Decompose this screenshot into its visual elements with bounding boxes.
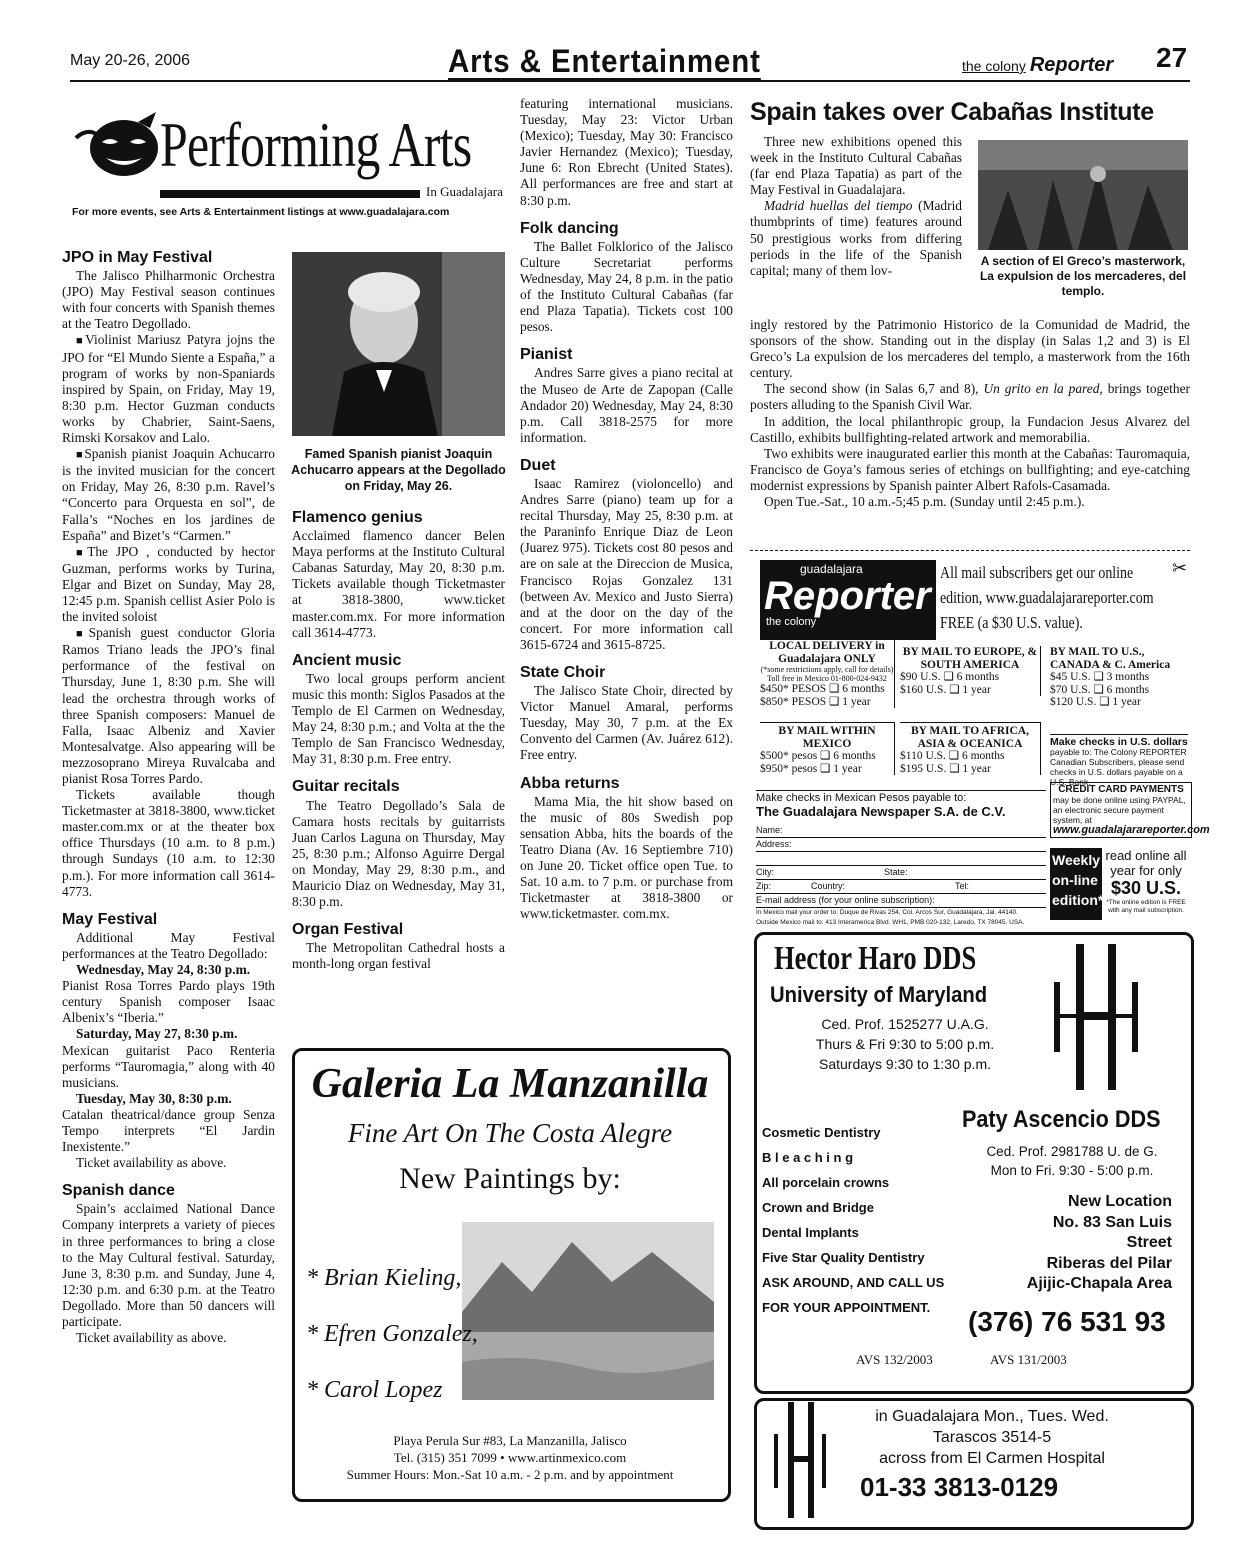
galeria-contact[interactable]: Tel. (315) 351 7099 • www.artinmexico.com [393, 1450, 627, 1465]
europe-rates [900, 646, 1041, 696]
paragraph: Ticket availability as above. [76, 1155, 227, 1171]
hh-monogram-icon [1046, 942, 1146, 1092]
mail-outside: Outside Mexico mail to: 413 Interamerica Blvd. WH1, PMB 020-132, Laredo, TX 78045. USA. [756, 919, 1025, 926]
galeria-artists [306, 1250, 478, 1418]
artist-name: * Efren Gonzalez, [306, 1321, 478, 1347]
zip-country-tel-field[interactable] [756, 880, 1046, 894]
asia-rate-1yr[interactable]: $195 U.S. ❑ 1 year [900, 762, 991, 775]
hh-cedula: Ced. Prof. 1525277 U.A.G. [821, 1016, 989, 1032]
paragraph: Tickets available though Ticketmaster at 3818-3800, www.ticket master.com.mx or at the theater box office Thursdays (10 a.m. to 8 p.m.) through Sundays (10 a.m. to 12:30 p.m.). For more information call 3614-4773. [62, 787, 275, 899]
mexico-title: BY MAIL WITHIN MEXICO [778, 725, 876, 750]
peso-payee: The Guadalajara Newspaper S.A. de C.V. [756, 804, 1006, 819]
section-title: Arts & Entertainment [448, 44, 761, 82]
gdl-line: Tarascos 3514-5 [932, 1429, 1052, 1446]
paragraph: Isaac Ramirez (violoncello) and Andres Sarre (piano) team up for a recital Thursday, May 25, 8:30 p.m. at the Paraninfo Enrique Diaz de Leon (Juarez 975). Tickets cost 80 pesos and are on sale at the Direccion de Musica, Francisco Rojas Gonzalez 131 (between Av. Mexico and Justo Sierra) and at the door on the day of the concert. For more information call 3615-6724 and 3615-8725. [520, 475, 733, 652]
city-label: City: [756, 867, 774, 877]
europe-rate-6mo[interactable]: $90 U.S. ❑ 6 months [900, 671, 1000, 683]
local-title: LOCAL DELIVERY in Guadalajara ONLY [769, 640, 885, 665]
gdl-line: across from El Carmen Hospital [879, 1450, 1105, 1467]
hector-haro-name: Hector Haro DDS [774, 940, 977, 977]
scissors-icon: ✂ [1172, 558, 1188, 578]
paragraph [62, 1091, 275, 1107]
paragraph: Three new exhibitions opened this week in the Instituto Cultural Cabañas (far end Plaza Tapatia) as part of the May Festival in Guadalajara. [750, 134, 962, 198]
hh-monogram-small-icon [770, 1400, 830, 1520]
weekly-note: *The online edition is FREE with any mail subscription. [1106, 899, 1186, 914]
paragraph [62, 962, 275, 978]
mexico-rate-1yr[interactable]: $950* pesos ❑ 1 year [760, 762, 862, 775]
service-item: Dental Implants [762, 1225, 859, 1240]
galeria-new-paintings: New Paintings by: [399, 1162, 621, 1195]
europe-rate-1yr[interactable]: $160 U.S. ❑ 1 year [900, 683, 991, 696]
painting-illustration [978, 140, 1188, 250]
spain-body-bottom [750, 317, 1190, 510]
asia-rate-6mo[interactable]: $110 U.S. ❑ 6 months [900, 750, 1005, 762]
mail-mexico: In Mexico mail your order to: Duque de Rivas 254, Col. Arcos Sur, Guadalajara, Jal. 44140. [756, 909, 1018, 916]
address-line-2[interactable] [756, 852, 1046, 866]
us-rate-1yr[interactable]: $120 U.S. ❑ 1 year [1050, 696, 1141, 708]
performing-arts-title: Performing Arts [160, 109, 472, 180]
cc-title: CREDIT CARD PAYMENTS [1058, 784, 1184, 795]
exhibit-title: Madrid huellas del tiempo [764, 198, 913, 214]
avs-number-2: AVS 131/2003 [990, 1352, 1067, 1367]
usd-title: Make checks in U.S. dollars [1050, 736, 1188, 748]
paragraph: ingly restored by the Patrimonio Historico de la Comunidad de Madrid, the sponsors of the show. Standing out in the display (in Salas 1,2 and 3) is El Greco’s La expulsion de los mercaderes del templo, a masterwork from the 16th century. [750, 317, 1190, 381]
issue-date: May 20-26, 2006 [70, 52, 191, 69]
page-number: 27 [1156, 42, 1188, 73]
paragraph [750, 198, 962, 278]
heading-spanish-dance: Spanish dance [62, 1182, 175, 1200]
date-label: Tuesday, May 30, 8:30 p.m. [76, 1090, 232, 1106]
paragraph: The Jalisco Philharmonic Orchestra (JPO) May Festival season continues with four concerts with Spanish themes at the Teatro Degollado. [62, 268, 275, 332]
ajijic-phone[interactable]: (376) 76 531 93 [968, 1306, 1166, 1337]
asia-title: BY MAIL TO AFRICA, ASIA & OCEANICA [910, 725, 1029, 750]
tel-label: Tel: [955, 881, 970, 891]
artist-name: * Carol Lopez [306, 1377, 443, 1403]
pa-cedula: Ced. Prof. 2981788 U. de G. [986, 1144, 1158, 1159]
name-label: Name: [756, 825, 783, 835]
cc-url[interactable]: www.guadalajarareporter.com [1053, 824, 1210, 836]
mexico-rate-6mo[interactable]: $500* pesos ❑ 6 months [760, 750, 876, 762]
paragraph-text: Spanish guest conductor Gloria Ramos Triano leads the JPO’s final performance of the festival on Thursday, June 1, 8:30 p.m. She will lead the orchestra through works of three Spanish composers: Manuel de Falla, Isaac Albeniz and Xavier Montesalvatge. Also appearing will be mezzosoprano Mireya Ruvalcaba and pianist Rosa Torres Pardo. [62, 625, 275, 786]
heading-organ: Organ Festival [292, 921, 404, 939]
mexico-rates [760, 722, 895, 775]
paragraph: Andres Sarre gives a piano recital at the Museo de Arte de Zapopan (Calle Andador 20) Wednesday, May 24, 8:30 p.m. Call 3818-2575 for more information. [520, 365, 733, 445]
hector-haro-university: University of Maryland [770, 982, 988, 1007]
galeria-painting-image [462, 1222, 714, 1400]
weekly-badge: Weekly on-line edition* [1050, 848, 1102, 920]
paragraph: featuring international musicians. Tuesday, May 23: Victor Urban (Mexico); Tuesday, May 30: Francisco Javier Hernandez (Mexico); Tuesday, June 6: Ron Ebrecht (United States). All performances are free and start at 8:30 p.m. [520, 96, 733, 208]
paragraph: The Metropolitan Cathedral hosts a month-long organ festival [292, 940, 505, 972]
paragraph: The Jalisco State Choir, directed by Victor Manuel Amaral, performs Tuesday, May 30, 7 p.m. at the Ex Convento del Carmen (Av. Juárez 612). Free entry. [520, 683, 733, 763]
hh-hours-1: Thurs & Fri 9:30 to 5:00 p.m. [815, 1036, 995, 1052]
us-title: BY MAIL TO U.S., CANADA & C. America [1050, 646, 1171, 671]
pa-hours: Mon to Fri. 9:30 - 5:00 p.m. [990, 1163, 1154, 1178]
heading-flamenco: Flamenco genius [292, 509, 423, 526]
peso-title: Make checks in Mexican Pesos payable to: [756, 792, 967, 804]
heading-ancient-music: Ancient music [292, 651, 402, 669]
paragraph: Pianist Rosa Torres Pardo plays 19th century Spanish composer Isaac Albenix’s “Iberia.” [62, 978, 275, 1026]
paragraph [62, 1026, 275, 1042]
heading-duet: Duet [520, 456, 556, 474]
paragraph: In addition, the local philanthropic group, la Fundacion Jesus Alvarez del Castillo, exhibits bullfighting-related artwork and memorabilia. [750, 413, 1190, 445]
banner-bar [160, 190, 420, 198]
paragraph-text: Violinist Mariusz Patyra jojns the JPO for “El Mundo Siente a España,” a program of works by non-Spaniards inspired by Spain, on Friday, May 19, 8:30 p.m. Hector Guzman conducts works by Chabrier, Saint-Saens, Rimski Korsakov and Lalo. [62, 332, 275, 446]
us-rate-3mo[interactable]: $45 U.S. ❑ 3 months [1050, 671, 1150, 683]
asia-rates [900, 722, 1041, 775]
heading-pianist: Pianist [520, 346, 573, 364]
local-rate-6mo[interactable]: $450* PESOS ❑ 6 months [760, 683, 885, 695]
service-item: All porcelain crowns [762, 1175, 890, 1190]
country-label: Country: [811, 881, 846, 891]
paty-ascencio-info [972, 1142, 1172, 1180]
address-label: Address: [756, 839, 792, 849]
paper-prefix: the colony [962, 58, 1026, 74]
us-rates [1050, 646, 1190, 709]
state-label: State: [884, 867, 908, 877]
order-form [756, 824, 1046, 928]
online-offer: All mail subscribers get our online edition, www.guadalajarareporter.com FREE (a $30 U.S. value). [940, 563, 1154, 632]
paragraph-text: (Madrid thumbprints of time) features around 50 prestigious works from differing periods in the life of the Spanish capital; many of them lov- [750, 198, 962, 278]
column-3 [520, 96, 733, 922]
location-line: Riberas del Pilar [1046, 1254, 1172, 1272]
heading-jpo: JPO in May Festival [62, 249, 213, 266]
paragraph: Two exhibits were inaugurated earlier this month at the Cabañas: Tauromaquia, Francisco de Goya’s famous series of etchings on bullfighting; and eye-catching modernist expressions by Spanish painter Albert Rafols-Casamada. [750, 445, 1190, 493]
heading-state-choir: State Choir [520, 664, 606, 681]
paper-name [962, 54, 1113, 77]
galeria-footer [300, 1432, 720, 1483]
hector-haro-info [770, 1014, 1040, 1074]
guadalajara-office-info [842, 1406, 1142, 1469]
el-greco-caption: A section of El Greco’s masterwork, La expulsion de los mercaderes, del templo. [979, 254, 1187, 298]
guadalajara-phone[interactable]: 01-33 3813-0129 [860, 1472, 1059, 1502]
service-item: Five Star Quality Dentistry [762, 1250, 925, 1265]
service-item: Cosmetic Dentistry [762, 1125, 881, 1140]
paragraph-text: The second show (in Salas 6,7 and 8), [764, 381, 984, 397]
hh-hours-2: Saturdays 9:30 to 1:30 p.m. [819, 1056, 991, 1072]
paragraph-text: Spanish pianist Joaquin Achucarro is the invited musician for the concert on Friday, May 26, 8:30 p.m. Ravel’s “Concerto para Orquesta en sol”, de Falla’s “Noches en los jardines de España” and Bizet’s “Carmen.” [62, 446, 275, 543]
heading-abba: Abba returns [520, 774, 620, 792]
city-state-field[interactable] [756, 866, 1046, 880]
theater-mask-icon [72, 108, 162, 184]
usd-note: payable to: The Colony REPORTER Canadian Subscribers, please send checks in U.S. dollars payable on a U.S. Bank. [1050, 747, 1187, 787]
spain-body-top [750, 134, 962, 279]
local-note: (*some restrictions apply, call for details) Toll free in Mexico 01-800-024-9432 [760, 665, 894, 683]
date-label: Wednesday, May 24, 8:30 p.m. [76, 962, 251, 978]
paragraph-text: brings together posters alluding to the Spanish Civil War. [750, 381, 1190, 413]
paragraph: Ticket availability as above. [76, 1330, 227, 1346]
paragraph: The Ballet Folklorico of the Jalisco Culture Secretariat performs Wednesday, May 24, 8 p.m. in the patio of the Instituto Cultural Cabañas (far end Plaza Tapatia). Tickets cost 100 pesos. [520, 238, 733, 335]
heading-may-festival: May Festival [62, 910, 158, 928]
new-location [1020, 1192, 1172, 1295]
paragraph: The Teatro Degollado’s Sala de Camara hosts recitals by guitarrists Juan Carlos Laguna on Thursday, May 25, 8:30 p.m.; Alfonso Aguirre Dergal on Monday, May 29, 8:30 p.m., and Mauricio Diaz on Wednesday, May 31, 8:30 p.m. [292, 797, 505, 910]
cc-text: may be done online using PAYPAL, an electronic secure payment system, at [1053, 795, 1186, 825]
local-delivery [760, 640, 895, 708]
paragraph: Acclaimed flamenco dancer Belen Maya performs at the Instituto Cultural Cabanas Saturday, May 20, 8:30 p.m. Tickets available though Ticketmaster at 3818-3800, www.ticket master.com.mx. For more information call 3614-4773. [292, 528, 505, 640]
el-greco-image [978, 140, 1188, 250]
location-line: Ajijic-Chapala Area [1026, 1275, 1172, 1292]
galeria-hours: Summer Hours: Mon.-Sat 10 a.m. - 2 p.m. and by appointment [346, 1467, 674, 1482]
paragraph: Open Tue.-Sat., 10 a.m.-5;45 p.m. (Sunday until 2:45 p.m.). [764, 494, 1085, 510]
paragraph: Spain’s acclaimed National Dance Company interprets a variety of pieces in three performances to bring a close to the May Cultural festival. Saturday, June 3, 8:30 p.m. and Sunday, June 4, 12:30 p.m. and 6:30 p.m. at the Teatro Degollado. More than 50 dancers will participate. [62, 1201, 275, 1329]
paragraph-text: The JPO , conducted by hector Guzman, performs works by Turina, Elgar and Bizet on Sunday, May 28, 12:45 p.m. Spanish cellist Asier Polo is the invited soloist [62, 543, 275, 625]
paragraph [62, 332, 275, 446]
galeria-subtitle: Fine Art On The Costa Alegre [347, 1118, 673, 1148]
paragraph [62, 625, 275, 787]
logo-main: Reporter [764, 574, 931, 618]
paragraph: Mexican guitarist Paco Renteria performs “Tauromagia,” along with 40 musicians. [62, 1042, 275, 1090]
email-field[interactable] [756, 894, 1046, 908]
us-rate-6mo[interactable]: $70 U.S. ❑ 6 months [1050, 683, 1150, 696]
service-item: Crown and Bridge [762, 1200, 874, 1215]
column-2 [292, 510, 505, 972]
zip-label: Zip: [756, 881, 772, 891]
service-item: ASK AROUND, AND CALL US [762, 1275, 945, 1290]
listings-note: For more events, see Arts & Entertainment listings at www.guadalajara.com [72, 206, 450, 218]
pianist-illustration [292, 252, 505, 436]
address-field[interactable] [756, 838, 1046, 852]
name-field[interactable] [756, 824, 1046, 838]
payment-info [756, 790, 1046, 818]
avs-number-1: AVS 132/2003 [856, 1352, 933, 1367]
heading-folk: Folk dancing [520, 219, 619, 237]
location-line: No. 83 San Luis Street [1052, 1213, 1172, 1251]
paragraph: Two local groups perform ancient music this month: Siglos Pasados at the Templo de El Carmen on Wednesday, May 24, 8:30 p.m.; and Volta at the the Templo de San Francisco Wednesday, May 31, 8:30 p.m. Free entry. [292, 670, 505, 767]
paty-ascencio-name: Paty Ascencio DDS [962, 1106, 1161, 1133]
location-line: New Location [1067, 1193, 1172, 1210]
usd-checks [1050, 734, 1188, 787]
logo-top: guadalajara [800, 562, 863, 576]
galeria-address: Playa Perula Sur #83, La Manzanilla, Jalisco [393, 1433, 627, 1448]
weekly-price: $30 U.S. [1110, 878, 1182, 898]
gdl-line: in Guadalajara Mon., Tues. Wed. [875, 1408, 1109, 1425]
heading-guitar: Guitar recitals [292, 778, 400, 796]
date-label: Saturday, May 27, 8:30 p.m. [76, 1026, 238, 1042]
weekly-offer [1104, 848, 1188, 915]
services-list [762, 1120, 944, 1320]
paragraph: Additional May Festival performances at the Teatro Degollado: [62, 929, 275, 961]
reporter-logo [760, 560, 936, 640]
header-rule [70, 80, 1190, 82]
paragraph [62, 544, 275, 625]
service-item: FOR YOUR APPOINTMENT. [762, 1300, 931, 1315]
pianist-photo [292, 252, 505, 436]
paragraph [750, 381, 1190, 413]
paragraph: Mama Mia, the hit show based on the music of 80s Swedish pop sensation Abba, hits the boards of the Teatro Diana (Av. 16 Septiembre 710) on June 20. Ticket office open Tue. to Sat. 10 a.m. to 7 p.m. or purchase from Ticketmaster at 3818-3800 or www.ticketmaster. com.mx. [520, 793, 733, 922]
credit-card-box [1050, 782, 1210, 838]
artist-name: * Brian Kieling, [306, 1265, 462, 1291]
column-1 [62, 250, 275, 1346]
photo-caption: Famed Spanish pianist Joaquin Achucarro appears at the Degollado on Friday, May 26. [291, 447, 506, 493]
performing-arts-subtitle: In Guadalajara [426, 184, 503, 199]
paragraph [62, 446, 275, 544]
logo-bottom: the colony [766, 616, 817, 628]
landscape-illustration [462, 1222, 714, 1400]
weekly-read: read online all year for only [1105, 848, 1187, 878]
spain-headline: Spain takes over Cabañas Institute [750, 98, 1154, 126]
exhibit-title: Un grito en la pared, [983, 381, 1103, 397]
paragraph: Catalan theatrical/dance group Senza Tempo interprets “El Jardin Inexistente.” [62, 1106, 275, 1155]
europe-title: BY MAIL TO EUROPE, & SOUTH AMERICA [902, 646, 1038, 671]
galeria-title: Galeria La Manzanilla [311, 1061, 709, 1107]
paper-name-label: Reporter [1029, 54, 1114, 76]
service-item: B l e a c h i n g [762, 1150, 854, 1165]
email-label: E-mail address (for your online subscription): [756, 895, 935, 905]
local-rate-1yr[interactable]: $850* PESOS ❑ 1 year [760, 695, 871, 708]
